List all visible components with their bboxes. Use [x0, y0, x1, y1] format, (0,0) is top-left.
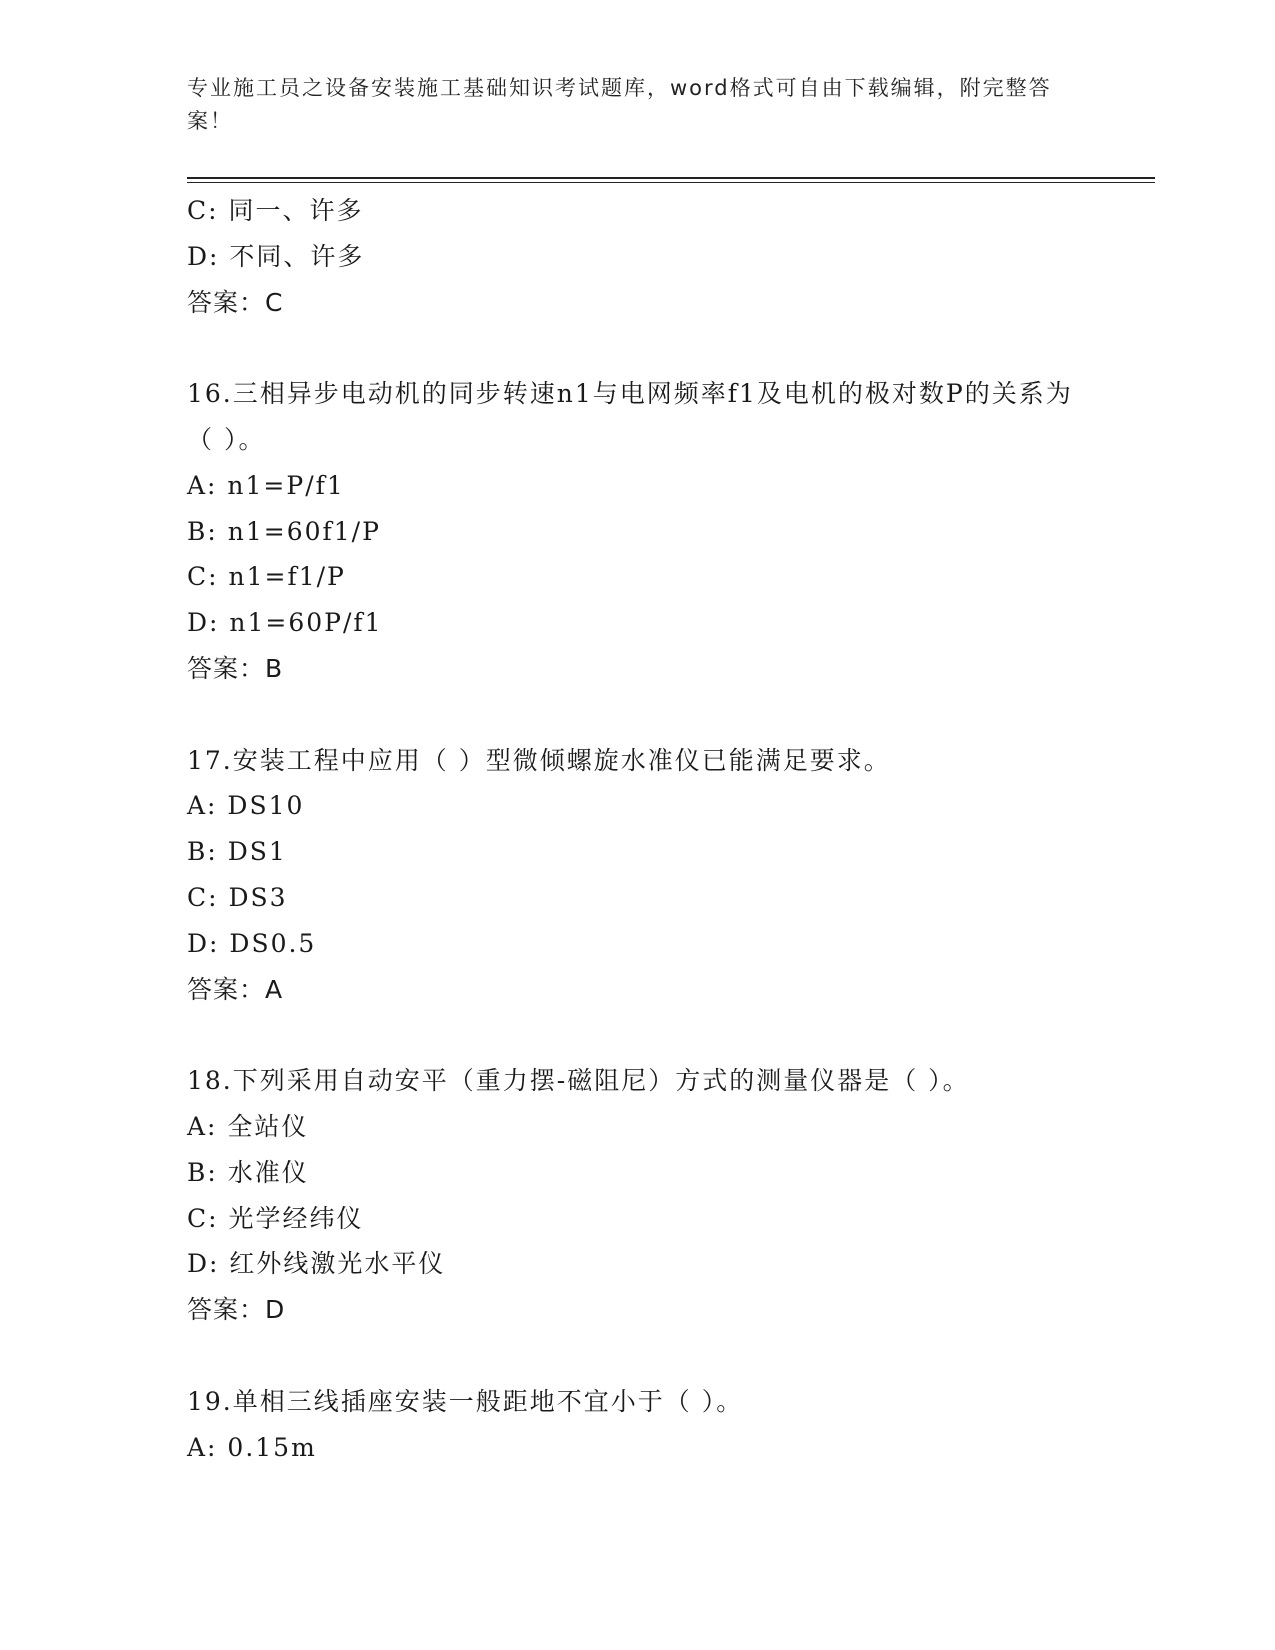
- option-a: A: n1=P/f1: [187, 470, 345, 500]
- answer-line: 答案：C: [187, 287, 284, 317]
- option-c: C: 同一、许多: [187, 196, 364, 225]
- option-b: B: n1=60f1/P: [187, 516, 381, 546]
- option-d: D: DS0.5: [187, 928, 317, 958]
- question-stem: 19.单相三线插座安装一般距地不宜小于（ ）。: [187, 1386, 744, 1416]
- option-d: D: 不同、许多: [187, 241, 365, 271]
- question-list: [187, 188, 1155, 1470]
- document-header: 专业施工员之设备安装施工基础知识考试题库，word格式可自由下载编辑，附完整答案！: [187, 76, 1052, 133]
- spacer: [187, 1333, 1155, 1379]
- option-c: C: 光学经纬仪: [187, 1203, 364, 1233]
- header-rule-thick: [187, 177, 1155, 179]
- question-stem: 18.下列采用自动安平（重力摆-磁阻尼）方式的测量仪器是（ ）。: [187, 1066, 970, 1096]
- answer-line: 答案：B: [187, 653, 284, 683]
- option-a: A: 0.15m: [187, 1432, 317, 1462]
- header-rule-thin: [187, 182, 1155, 183]
- option-d: D: 红外线激光水平仪: [187, 1249, 446, 1279]
- option-a: A: 全站仪: [187, 1111, 309, 1141]
- option-d: D: n1=60P/f1: [187, 608, 383, 638]
- question-stem: 17.安装工程中应用（ ）型微倾螺旋水准仪已能满足要求。: [187, 745, 891, 775]
- spacer: [187, 325, 1155, 371]
- option-c: C: n1=f1/P: [187, 562, 346, 592]
- option-c: C: DS3: [187, 882, 288, 912]
- answer-line: 答案：D: [187, 1295, 286, 1325]
- answer-line: 答案：A: [187, 974, 284, 1004]
- option-b: B: 水准仪: [187, 1157, 309, 1187]
- option-b: B: DS1: [187, 837, 287, 867]
- question-stem: 16.三相异步电动机的同步转速n1与电网频率f1及电机的极对数P的关系为（ ）。: [187, 379, 1073, 454]
- option-a: A: DS10: [187, 791, 305, 821]
- spacer: [187, 1012, 1155, 1058]
- spacer: [187, 692, 1155, 738]
